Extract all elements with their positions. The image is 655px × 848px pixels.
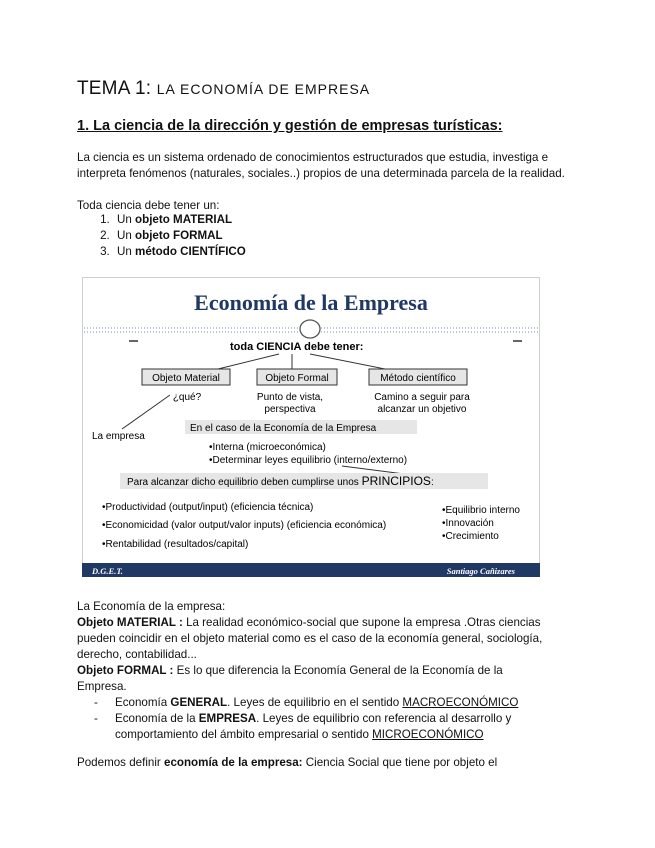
sub-camino: Camino a seguir para [374, 392, 470, 403]
material-definition: Objeto MATERIAL : La realidad económico-social que supone la empresa .Otras ciencias pueden coincidir en el objeto material como es el caso de la economía general, sociología, derecho, contabilidad... [77, 616, 543, 661]
list-item: 2. Un objeto FORMAL [113, 228, 246, 244]
list-item: 3. Un método CIENTÍFICO [113, 244, 246, 260]
economy-types-list [77, 695, 547, 743]
requirements-intro: Toda ciencia debe tener un: [77, 199, 220, 212]
slide-heading: toda CIENCIA debe tener: [230, 341, 364, 353]
objeto-material-label: Objeto Material [152, 373, 220, 384]
metodo-cientifico-label: Método científico [380, 373, 456, 384]
rentabilidad-text: •Rentabilidad (resultados/capital) [102, 539, 249, 550]
definitions-intro: La Economía de la empresa: [77, 600, 226, 613]
definitions-block [77, 599, 547, 743]
interna-text: •Interna (microeconómica) [209, 442, 326, 453]
footer-right: Santiago Cañizares [446, 566, 515, 576]
sub-que: ¿qué? [172, 392, 202, 403]
crecimiento-text: •Crecimiento [442, 531, 499, 542]
intro-paragraph: La ciencia es un sistema ordenado de conocimientos estructurados que estudia, investiga e interpreta fenómenos (naturales, sociales..) propios de una determinada parcela de la realidad. [77, 151, 565, 180]
objeto-formal-label: Objeto Formal [265, 373, 329, 384]
list-item: 1. Un objeto MATERIAL [113, 212, 246, 228]
slide-image [82, 277, 540, 577]
equilibrio-text: •Equilibrio interno [442, 505, 520, 516]
sub-punto: Punto de vista, [256, 392, 324, 403]
caso-text: En el caso de la Economía de la Empresa [190, 423, 377, 434]
footer-left: D.G.E.T. [92, 566, 123, 576]
productividad-text: •Productividad (output/input) (eficiencia técnica) [102, 502, 314, 513]
principios-text: Para alcanzar dicho equilibrio deben cumplirse unos PRINCIPIOS: [127, 474, 434, 488]
title-main: TEMA 1: [77, 78, 152, 99]
section-heading: 1. La ciencia de la dirección y gestión de empresas turísticas: [77, 118, 503, 134]
innovacion-text: •Innovación [442, 518, 494, 529]
final-paragraph: Podemos definir economía de la empresa: Ciencia Social que tiene por objeto el [77, 756, 498, 769]
circle-ornament-icon [300, 320, 320, 338]
la-empresa: La empresa [92, 431, 145, 442]
slide-title: Economía de la Empresa [194, 290, 428, 315]
sub-alcanzar: alcanzar un objetivo [377, 404, 467, 415]
page-title [77, 78, 370, 100]
sub-perspectiva: perspectiva [264, 404, 316, 415]
formal-definition: Objeto FORMAL : Es lo que diferencia la Economía General de la Economía de la Empresa. [77, 664, 503, 693]
leyes-text: •Determinar leyes equilibrio (interno/externo) [209, 455, 408, 466]
economicidad-text: •Economicidad (valor output/valor inputs) (eficiencia económica) [102, 520, 387, 531]
title-sub: LA ECONOMÍA DE EMPRESA [156, 81, 371, 97]
list-item: - Economía de la EMPRESA. Leyes de equilibrio con referencia al desarrollo y comportamiento del ámbito empresarial o sentido MICROECONÓMICO [94, 712, 512, 741]
requirements-list [77, 212, 246, 260]
list-item: - Economía GENERAL. Leyes de equilibrio en el sentido MACROECONÓMICO [94, 696, 519, 709]
